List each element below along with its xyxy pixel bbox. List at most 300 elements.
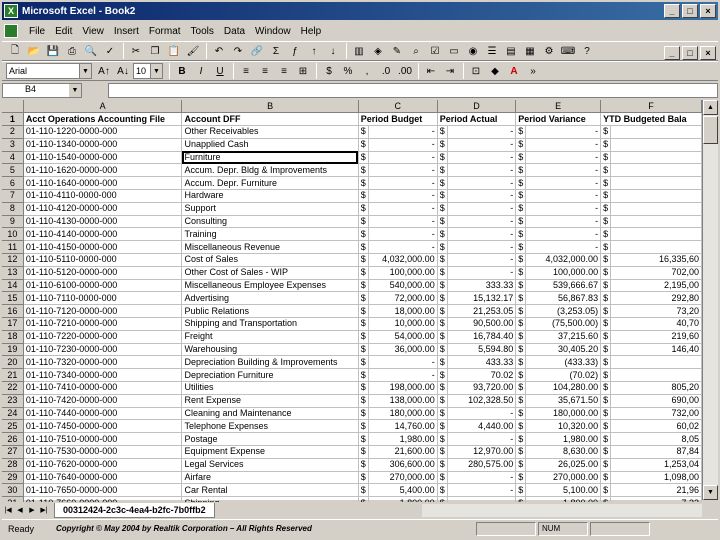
increase-indent-icon[interactable]: ⇥ — [445, 65, 455, 77]
currency-symbol-cell[interactable]: $ — [437, 343, 447, 356]
amount-cell[interactable]: 433.33 — [447, 356, 516, 369]
amount-cell[interactable]: 102,328.50 — [447, 394, 516, 407]
properties-icon[interactable]: ⚙ — [544, 45, 554, 57]
align-center-icon[interactable]: ≡ — [262, 65, 268, 77]
save-icon[interactable]: 💾 — [46, 45, 60, 57]
text-cell[interactable]: 01-110-1540-0000-000 — [23, 151, 182, 164]
currency-symbol-cell[interactable]: $ — [358, 228, 368, 241]
amount-cell[interactable]: 60,02 — [611, 420, 702, 433]
sheet-tab[interactable]: 00312424-2c3c-4ea4-b2fc-7b0ffb2 — [54, 503, 215, 518]
amount-cell[interactable]: - — [526, 164, 601, 177]
currency-symbol-cell[interactable]: $ — [358, 266, 368, 279]
amount-cell[interactable]: (70.02) — [526, 369, 601, 382]
text-cell[interactable]: 01-110-7620-0000-000 — [23, 458, 182, 471]
amount-cell[interactable]: - — [526, 241, 601, 254]
row-header[interactable]: 22 — [2, 382, 23, 395]
checkbox-control-icon[interactable]: ☑ — [430, 45, 440, 57]
amount-cell[interactable] — [611, 369, 702, 382]
currency-symbol-cell[interactable]: $ — [358, 177, 368, 190]
amount-cell[interactable]: 8,05 — [611, 433, 702, 446]
amount-cell[interactable]: - — [447, 407, 516, 420]
currency-symbol-cell[interactable]: $ — [358, 420, 368, 433]
amount-cell[interactable]: 21,600.00 — [368, 446, 437, 459]
currency-symbol-cell[interactable]: $ — [358, 151, 368, 164]
amount-cell[interactable]: - — [447, 228, 516, 241]
scroll-up-icon[interactable]: ▲ — [703, 100, 718, 115]
currency-symbol-cell[interactable]: $ — [516, 138, 526, 151]
row-header[interactable]: 13 — [2, 266, 23, 279]
currency-symbol-cell[interactable]: $ — [601, 318, 611, 331]
row-header[interactable]: 20 — [2, 356, 23, 369]
currency-symbol-cell[interactable]: $ — [358, 433, 368, 446]
row-header[interactable]: 23 — [2, 394, 23, 407]
redo-icon[interactable]: ↷ — [233, 45, 243, 57]
row-header[interactable]: 24 — [2, 407, 23, 420]
amount-cell[interactable] — [611, 356, 702, 369]
currency-symbol-cell[interactable]: $ — [437, 279, 447, 292]
text-cell[interactable]: 01-110-4130-0000-000 — [23, 215, 182, 228]
text-cell[interactable]: 01-110-4140-0000-000 — [23, 228, 182, 241]
currency-symbol-cell[interactable]: $ — [516, 177, 526, 190]
text-cell[interactable]: Equipment Expense — [182, 446, 358, 459]
text-cell[interactable]: 01-110-7320-0000-000 — [23, 356, 182, 369]
currency-symbol-cell[interactable]: $ — [437, 407, 447, 420]
amount-cell[interactable]: - — [368, 126, 437, 139]
currency-symbol-cell[interactable]: $ — [437, 318, 447, 331]
column-header-b[interactable]: B — [182, 100, 358, 113]
print-icon[interactable]: ⎙ — [68, 45, 76, 57]
currency-symbol-cell[interactable]: $ — [358, 382, 368, 395]
currency-symbol-cell[interactable]: $ — [437, 433, 447, 446]
bold-button[interactable]: B — [178, 65, 186, 77]
amount-cell[interactable]: 198,000.00 — [368, 382, 437, 395]
amount-cell[interactable]: 90,500.00 — [447, 318, 516, 331]
currency-symbol-cell[interactable]: $ — [516, 126, 526, 139]
amount-cell[interactable]: 1,980.00 — [526, 433, 601, 446]
amount-cell[interactable]: 73,20 — [611, 305, 702, 318]
currency-symbol-cell[interactable]: $ — [601, 382, 611, 395]
header-cell[interactable]: Acct Operations Accounting File — [23, 113, 182, 126]
open-icon[interactable]: 📂 — [27, 45, 41, 57]
text-cell[interactable]: 01-110-7210-0000-000 — [23, 318, 182, 331]
menu-view[interactable]: View — [82, 25, 104, 37]
currency-symbol-cell[interactable]: $ — [601, 241, 611, 254]
currency-symbol-cell[interactable]: $ — [358, 446, 368, 459]
amount-cell[interactable]: 2,195,00 — [611, 279, 702, 292]
list-control-icon[interactable]: ☰ — [487, 45, 497, 57]
amount-cell[interactable]: 12,970.00 — [447, 446, 516, 459]
amount-cell[interactable]: 10,320.00 — [526, 420, 601, 433]
drawing-icon[interactable]: ✎ — [392, 45, 402, 57]
row-header[interactable]: 3 — [2, 138, 23, 151]
amount-cell[interactable]: 40,70 — [611, 318, 702, 331]
menu-file[interactable]: File — [29, 25, 46, 37]
amount-cell[interactable]: - — [368, 202, 437, 215]
amount-cell[interactable]: 35,671.50 — [526, 394, 601, 407]
currency-symbol-cell[interactable]: $ — [437, 190, 447, 203]
workbook-icon[interactable] — [4, 24, 18, 38]
currency-symbol-cell[interactable]: $ — [601, 138, 611, 151]
row-header[interactable]: 10 — [2, 228, 23, 241]
radio-control-icon[interactable]: ◉ — [468, 45, 478, 57]
amount-cell[interactable]: - — [447, 164, 516, 177]
currency-symbol-cell[interactable]: $ — [601, 292, 611, 305]
amount-cell[interactable]: 5,400.00 — [368, 484, 437, 497]
currency-symbol-cell[interactable]: $ — [516, 228, 526, 241]
amount-cell[interactable]: 702,00 — [611, 266, 702, 279]
amount-cell[interactable]: 87,84 — [611, 446, 702, 459]
currency-symbol-cell[interactable]: $ — [516, 292, 526, 305]
amount-cell[interactable] — [611, 138, 702, 151]
hyperlink-icon[interactable]: 🔗 — [250, 45, 264, 57]
text-cell[interactable]: 01-110-7650-0000-000 — [23, 484, 182, 497]
amount-cell[interactable]: 219,60 — [611, 330, 702, 343]
maximize-button[interactable]: □ — [682, 4, 698, 18]
amount-cell[interactable]: 37,215.60 — [526, 330, 601, 343]
currency-symbol-cell[interactable]: $ — [516, 254, 526, 267]
increase-decimal-icon[interactable]: .0 — [381, 65, 391, 77]
currency-symbol-cell[interactable]: $ — [358, 394, 368, 407]
text-cell[interactable]: 01-110-7450-0000-000 — [23, 420, 182, 433]
decrease-indent-icon[interactable]: ⇤ — [426, 65, 436, 77]
amount-cell[interactable]: 21,96 — [611, 484, 702, 497]
amount-cell[interactable]: - — [368, 190, 437, 203]
row-header[interactable]: 25 — [2, 420, 23, 433]
currency-symbol-cell[interactable]: $ — [437, 394, 447, 407]
text-cell[interactable]: Car Rental — [182, 484, 358, 497]
header-cell[interactable]: Period Actual — [437, 113, 516, 126]
currency-symbol-cell[interactable]: $ — [437, 369, 447, 382]
amount-cell[interactable]: 805,20 — [611, 382, 702, 395]
text-cell[interactable]: 01-110-5120-0000-000 — [23, 266, 182, 279]
text-cell[interactable]: 01-110-1340-0000-000 — [23, 138, 182, 151]
currency-symbol-cell[interactable]: $ — [358, 202, 368, 215]
amount-cell[interactable]: 5,594.80 — [447, 343, 516, 356]
currency-symbol-cell[interactable]: $ — [437, 446, 447, 459]
amount-cell[interactable]: - — [447, 241, 516, 254]
currency-symbol-cell[interactable]: $ — [516, 343, 526, 356]
currency-symbol-cell[interactable]: $ — [358, 471, 368, 484]
spelling-icon[interactable]: ✓ — [105, 45, 115, 57]
row-header[interactable]: 27 — [2, 446, 23, 459]
column-header-a[interactable]: A — [23, 100, 182, 113]
currency-symbol-cell[interactable]: $ — [601, 330, 611, 343]
text-cell[interactable]: 01-110-7230-0000-000 — [23, 343, 182, 356]
align-right-icon[interactable]: ≡ — [281, 65, 287, 77]
amount-cell[interactable] — [611, 190, 702, 203]
text-cell[interactable]: Rent Expense — [182, 394, 358, 407]
currency-symbol-cell[interactable]: $ — [516, 202, 526, 215]
next-sheet-icon[interactable]: ▶ — [29, 507, 35, 514]
menu-window[interactable]: Window — [255, 25, 291, 37]
text-cell[interactable]: Support — [182, 202, 358, 215]
formula-input[interactable] — [108, 83, 718, 98]
row-header[interactable]: 30 — [2, 484, 23, 497]
row-header[interactable]: 6 — [2, 177, 23, 190]
currency-symbol-cell[interactable]: $ — [516, 484, 526, 497]
amount-cell[interactable]: 15,132.17 — [447, 292, 516, 305]
amount-cell[interactable]: - — [447, 151, 516, 164]
amount-cell[interactable]: 180,000.00 — [526, 407, 601, 420]
currency-symbol-cell[interactable]: $ — [437, 330, 447, 343]
currency-symbol-cell[interactable]: $ — [516, 471, 526, 484]
currency-symbol-cell[interactable]: $ — [358, 292, 368, 305]
text-cell[interactable]: Cost of Sales — [182, 254, 358, 267]
amount-cell[interactable]: - — [368, 356, 437, 369]
first-sheet-icon[interactable]: |◀ — [4, 507, 12, 514]
amount-cell[interactable]: - — [447, 266, 516, 279]
currency-button[interactable]: $ — [326, 65, 332, 77]
amount-cell[interactable] — [611, 126, 702, 139]
horizontal-scrollbar[interactable] — [422, 504, 702, 517]
amount-cell[interactable]: 72,000.00 — [368, 292, 437, 305]
row-header[interactable]: 28 — [2, 458, 23, 471]
text-cell[interactable]: 01-110-7340-0000-000 — [23, 369, 182, 382]
row-header[interactable]: 16 — [2, 305, 23, 318]
underline-button[interactable]: U — [216, 65, 224, 77]
autosum-icon[interactable]: Σ — [272, 45, 280, 57]
amount-cell[interactable]: 36,000.00 — [368, 343, 437, 356]
header-cell[interactable]: Period Budget — [358, 113, 437, 126]
text-cell[interactable]: Legal Services — [182, 458, 358, 471]
doc-minimize-button[interactable]: _ — [664, 46, 680, 60]
text-cell[interactable]: Telephone Expenses — [182, 420, 358, 433]
currency-symbol-cell[interactable]: $ — [437, 126, 447, 139]
new-icon[interactable]: 🗋 — [10, 44, 20, 56]
amount-cell[interactable]: 4,440.00 — [447, 420, 516, 433]
row-header[interactable]: 17 — [2, 318, 23, 331]
borders-icon[interactable]: ⊡ — [471, 65, 481, 77]
amount-cell[interactable]: - — [447, 215, 516, 228]
text-cell[interactable]: 01-110-7640-0000-000 — [23, 471, 182, 484]
currency-symbol-cell[interactable]: $ — [437, 164, 447, 177]
currency-symbol-cell[interactable]: $ — [601, 407, 611, 420]
text-cell[interactable]: Miscellaneous Employee Expenses — [182, 279, 358, 292]
currency-symbol-cell[interactable]: $ — [437, 420, 447, 433]
currency-symbol-cell[interactable]: $ — [358, 190, 368, 203]
menu-tools[interactable]: Tools — [190, 25, 214, 37]
amount-cell[interactable]: 280,575.00 — [447, 458, 516, 471]
amount-cell[interactable]: 5,100.00 — [526, 484, 601, 497]
currency-symbol-cell[interactable]: $ — [358, 369, 368, 382]
currency-symbol-cell[interactable]: $ — [601, 151, 611, 164]
amount-cell[interactable] — [611, 215, 702, 228]
currency-symbol-cell[interactable]: $ — [516, 190, 526, 203]
amount-cell[interactable]: 4,032,000.00 — [368, 254, 437, 267]
amount-cell[interactable]: 1,980.00 — [368, 433, 437, 446]
currency-symbol-cell[interactable]: $ — [516, 330, 526, 343]
amount-cell[interactable]: - — [447, 126, 516, 139]
currency-symbol-cell[interactable]: $ — [601, 202, 611, 215]
column-header-f[interactable]: F — [601, 100, 702, 113]
text-cell[interactable]: Furniture — [182, 151, 358, 164]
combo-control-icon[interactable]: ▤ — [506, 45, 516, 57]
currency-symbol-cell[interactable]: $ — [601, 369, 611, 382]
text-cell[interactable]: Consulting — [182, 215, 358, 228]
amount-cell[interactable]: - — [526, 190, 601, 203]
text-cell[interactable]: 01-110-7220-0000-000 — [23, 330, 182, 343]
font-size-select[interactable] — [133, 63, 163, 79]
vertical-scrollbar[interactable] — [702, 100, 718, 500]
currency-symbol-cell[interactable]: $ — [358, 356, 368, 369]
comma-button[interactable]: , — [365, 65, 369, 77]
currency-symbol-cell[interactable]: $ — [516, 420, 526, 433]
currency-symbol-cell[interactable]: $ — [601, 420, 611, 433]
currency-symbol-cell[interactable]: $ — [358, 330, 368, 343]
currency-symbol-cell[interactable]: $ — [437, 177, 447, 190]
currency-symbol-cell[interactable]: $ — [601, 305, 611, 318]
text-cell[interactable]: 01-110-1640-0000-000 — [23, 177, 182, 190]
toolbar-options-icon[interactable]: » — [530, 65, 536, 77]
map-icon[interactable]: ◈ — [374, 45, 382, 57]
currency-symbol-cell[interactable]: $ — [601, 177, 611, 190]
currency-symbol-cell[interactable]: $ — [437, 254, 447, 267]
currency-symbol-cell[interactable]: $ — [358, 164, 368, 177]
amount-cell[interactable]: 4,032,000.00 — [526, 254, 601, 267]
amount-cell[interactable]: (433.33) — [526, 356, 601, 369]
column-header-d[interactable]: D — [437, 100, 516, 113]
text-cell[interactable]: Public Relations — [182, 305, 358, 318]
currency-symbol-cell[interactable]: $ — [601, 228, 611, 241]
amount-cell[interactable]: 16,335,60 — [611, 254, 702, 267]
amount-cell[interactable] — [611, 228, 702, 241]
amount-cell[interactable]: - — [368, 241, 437, 254]
amount-cell[interactable]: - — [526, 228, 601, 241]
text-cell[interactable]: 01-110-4110-0000-000 — [23, 190, 182, 203]
text-cell[interactable]: 01-110-7420-0000-000 — [23, 394, 182, 407]
column-header-e[interactable]: E — [516, 100, 601, 113]
text-cell[interactable]: Airfare — [182, 471, 358, 484]
text-cell[interactable]: Warehousing — [182, 343, 358, 356]
text-cell[interactable]: Depreciation Building & Improvements — [182, 356, 358, 369]
amount-cell[interactable]: 690,00 — [611, 394, 702, 407]
text-cell[interactable]: Unapplied Cash — [182, 138, 358, 151]
currency-symbol-cell[interactable]: $ — [516, 151, 526, 164]
help-icon[interactable]: ? — [584, 45, 590, 57]
text-cell[interactable]: Shipping and Transportation — [182, 318, 358, 331]
amount-cell[interactable]: - — [447, 202, 516, 215]
text-cell[interactable]: 01-110-4150-0000-000 — [23, 241, 182, 254]
decrease-decimal-icon[interactable]: .00 — [398, 65, 412, 77]
sort-descending-icon[interactable]: ↓ — [330, 45, 336, 57]
button-control-icon[interactable]: ▭ — [449, 45, 459, 57]
font-shrink-icon[interactable]: A↓ — [117, 65, 129, 77]
worksheet-grid[interactable] — [2, 100, 702, 500]
currency-symbol-cell[interactable]: $ — [358, 138, 368, 151]
currency-symbol-cell[interactable]: $ — [601, 446, 611, 459]
currency-symbol-cell[interactable]: $ — [437, 382, 447, 395]
currency-symbol-cell[interactable]: $ — [601, 433, 611, 446]
currency-symbol-cell[interactable]: $ — [358, 318, 368, 331]
menu-insert[interactable]: Insert — [113, 25, 139, 37]
cut-icon[interactable]: ✂ — [131, 45, 141, 57]
amount-cell[interactable]: - — [526, 202, 601, 215]
currency-symbol-cell[interactable]: $ — [516, 164, 526, 177]
currency-symbol-cell[interactable]: $ — [516, 318, 526, 331]
currency-symbol-cell[interactable]: $ — [437, 484, 447, 497]
amount-cell[interactable]: - — [368, 177, 437, 190]
row-header[interactable]: 1 — [2, 113, 23, 126]
menu-data[interactable]: Data — [223, 25, 246, 37]
row-header[interactable]: 14 — [2, 279, 23, 292]
text-cell[interactable]: Depreciation Furniture — [182, 369, 358, 382]
currency-symbol-cell[interactable]: $ — [516, 369, 526, 382]
amount-cell[interactable]: 26,025.00 — [526, 458, 601, 471]
currency-symbol-cell[interactable]: $ — [516, 305, 526, 318]
amount-cell[interactable]: - — [368, 164, 437, 177]
amount-cell[interactable]: 14,760.00 — [368, 420, 437, 433]
row-header[interactable]: 29 — [2, 471, 23, 484]
amount-cell[interactable]: 180,000.00 — [368, 407, 437, 420]
amount-cell[interactable]: 8,630.00 — [526, 446, 601, 459]
currency-symbol-cell[interactable]: $ — [358, 215, 368, 228]
amount-cell[interactable]: 732,00 — [611, 407, 702, 420]
currency-symbol-cell[interactable]: $ — [437, 228, 447, 241]
amount-cell[interactable] — [611, 202, 702, 215]
prev-sheet-icon[interactable]: ◀ — [17, 507, 23, 514]
paste-icon[interactable]: 📋 — [167, 45, 181, 57]
currency-symbol-cell[interactable]: $ — [601, 279, 611, 292]
amount-cell[interactable]: - — [526, 215, 601, 228]
amount-cell[interactable]: 292,80 — [611, 292, 702, 305]
text-cell[interactable]: 01-110-7530-0000-000 — [23, 446, 182, 459]
font-color-icon[interactable]: A — [510, 65, 518, 77]
amount-cell[interactable]: - — [368, 151, 437, 164]
amount-cell[interactable]: 270,000.00 — [526, 471, 601, 484]
amount-cell[interactable]: - — [447, 190, 516, 203]
text-cell[interactable]: 01-110-7440-0000-000 — [23, 407, 182, 420]
amount-cell[interactable]: - — [447, 177, 516, 190]
amount-cell[interactable]: - — [447, 433, 516, 446]
currency-symbol-cell[interactable]: $ — [358, 458, 368, 471]
currency-symbol-cell[interactable]: $ — [516, 266, 526, 279]
undo-icon[interactable]: ↶ — [214, 45, 224, 57]
align-left-icon[interactable]: ≡ — [243, 65, 249, 77]
text-cell[interactable]: Other Cost of Sales - WIP — [182, 266, 358, 279]
row-header[interactable]: 8 — [2, 202, 23, 215]
currency-symbol-cell[interactable]: $ — [601, 471, 611, 484]
currency-symbol-cell[interactable]: $ — [601, 254, 611, 267]
amount-cell[interactable]: 306,600.00 — [368, 458, 437, 471]
zoom-icon[interactable]: ⌕ — [413, 45, 419, 57]
currency-symbol-cell[interactable]: $ — [516, 382, 526, 395]
chart-wizard-icon[interactable]: ▥ — [354, 45, 364, 57]
font-name-select[interactable] — [6, 63, 92, 79]
amount-cell[interactable] — [611, 164, 702, 177]
text-cell[interactable]: 01-110-6100-0000-000 — [23, 279, 182, 292]
amount-cell[interactable]: 138,000.00 — [368, 394, 437, 407]
currency-symbol-cell[interactable]: $ — [601, 126, 611, 139]
column-header-c[interactable]: C — [358, 100, 437, 113]
menu-format[interactable]: Format — [148, 25, 181, 37]
currency-symbol-cell[interactable]: $ — [601, 484, 611, 497]
currency-symbol-cell[interactable]: $ — [516, 279, 526, 292]
amount-cell[interactable]: 16,784.40 — [447, 330, 516, 343]
currency-symbol-cell[interactable]: $ — [358, 484, 368, 497]
row-header[interactable]: 5 — [2, 164, 23, 177]
chevron-down-icon[interactable]: ▼ — [69, 84, 81, 97]
merge-center-icon[interactable]: ⊞ — [298, 65, 308, 77]
text-cell[interactable]: 01-110-4120-0000-000 — [23, 202, 182, 215]
amount-cell[interactable]: 100,000.00 — [526, 266, 601, 279]
currency-symbol-cell[interactable]: $ — [601, 266, 611, 279]
currency-symbol-cell[interactable]: $ — [437, 241, 447, 254]
function-icon[interactable]: ƒ — [292, 45, 298, 57]
row-header[interactable]: 21 — [2, 369, 23, 382]
percent-button[interactable]: % — [343, 65, 353, 77]
text-cell[interactable]: Postage — [182, 433, 358, 446]
text-cell[interactable]: 01-110-7410-0000-000 — [23, 382, 182, 395]
